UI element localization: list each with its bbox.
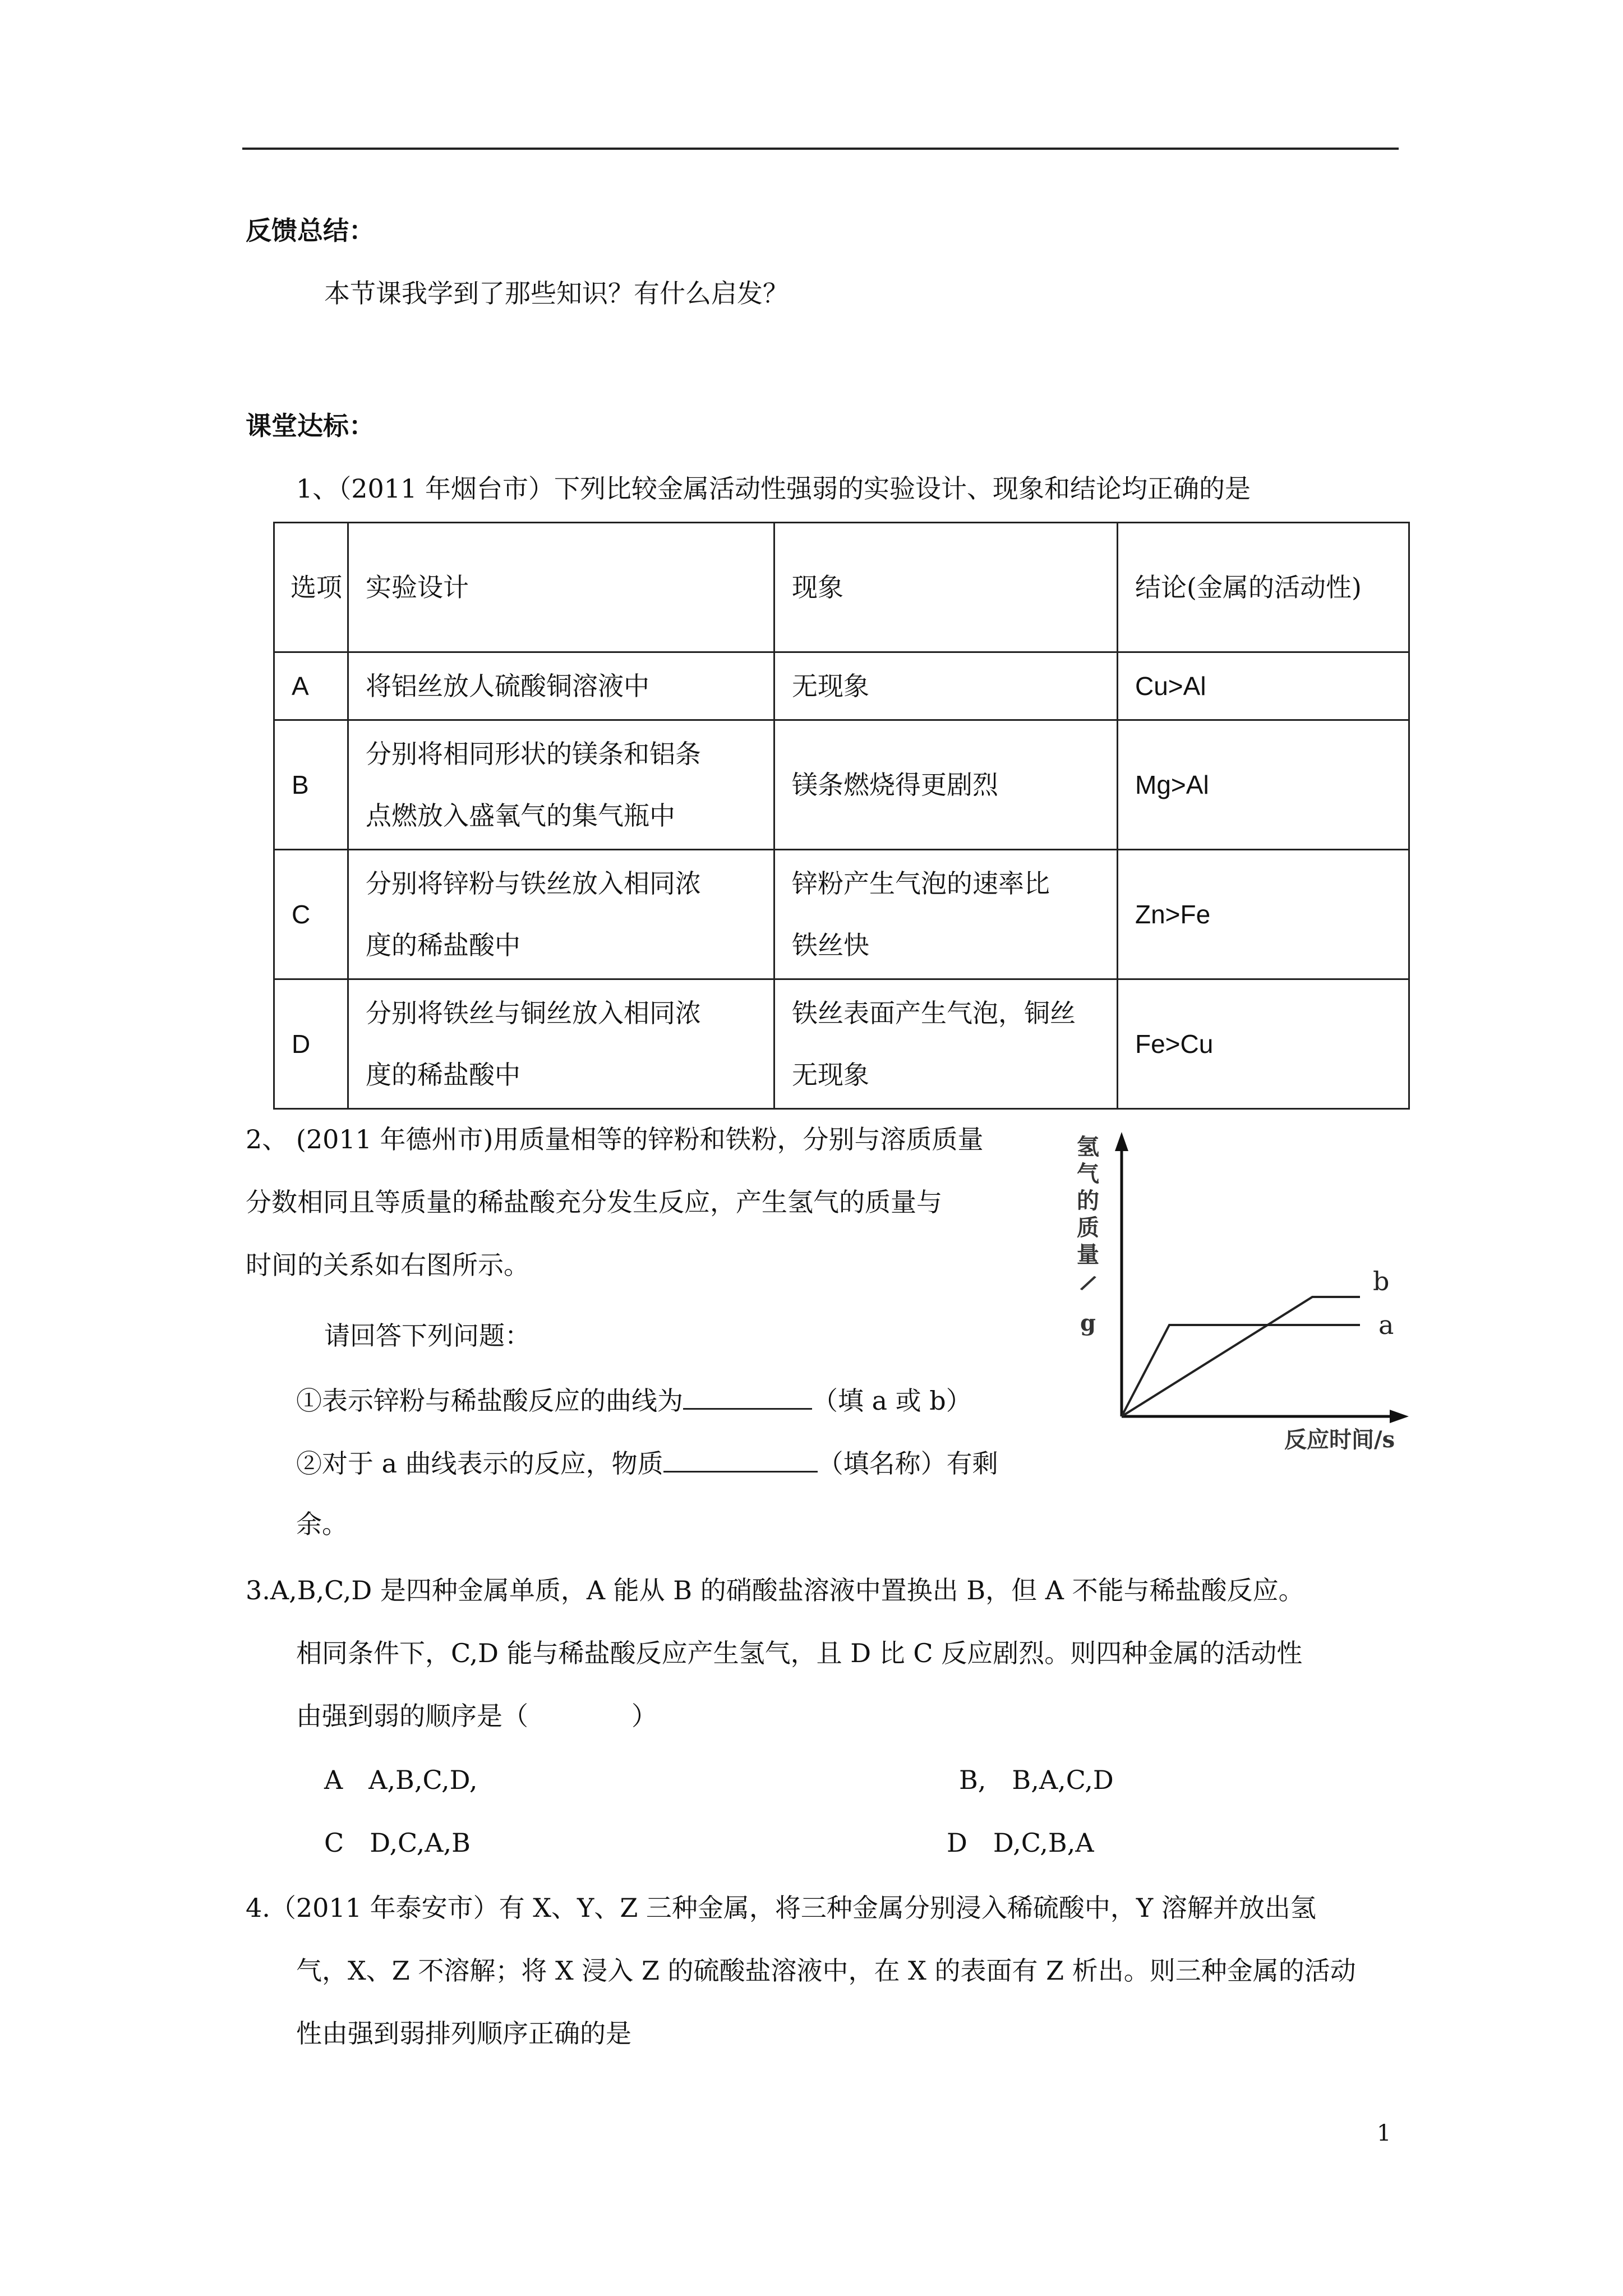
xlabel: 反应时间/s (1284, 1427, 1395, 1453)
curve-b (1122, 1297, 1360, 1416)
row-option: B (274, 720, 348, 850)
row-conclusion: Cu>Al (1118, 652, 1409, 720)
table-row (274, 652, 1409, 720)
curve-b-label: b (1373, 1266, 1390, 1296)
row-design-line: 分别将相同形状的镁条和铝条 (366, 739, 701, 769)
page-number: 1 (1377, 2120, 1391, 2146)
row-option: D (274, 979, 348, 1109)
q3-option-a: A A,B,C,D, (324, 1765, 478, 1795)
curve-a-label: a (1378, 1310, 1394, 1340)
row-design (348, 720, 774, 850)
q3-option-b: B, B,A,C,D (959, 1765, 1114, 1795)
header-phenomenon: 现象 (774, 523, 1118, 652)
hydrogen-mass-graph (1066, 1122, 1447, 1458)
ylabel-char: 质 (1077, 1214, 1099, 1241)
row-design: 将铝丝放人硫酸铜溶液中 (348, 652, 774, 720)
ylabel-char: 氢 (1077, 1134, 1099, 1160)
row-conclusion: Mg>Al (1118, 720, 1409, 850)
row-phenomenon: 镁条燃烧得更剧烈 (774, 720, 1118, 850)
q2-sub2 (296, 1448, 998, 1479)
header-option: 选项 (274, 523, 348, 652)
q4-line-3: 性由强到弱排列顺序正确的是 (296, 2018, 631, 2049)
q2-line-1: 2、 (2011 年德州市)用质量相等的锌粉和铁粉，分别与溶质质量 (246, 1124, 984, 1154)
q3-line-3: 由强到弱的顺序是（ ） (296, 1701, 657, 1731)
ylabel-char: g (1080, 1310, 1096, 1336)
row-design-line: 度的稀盐酸中 (366, 1060, 520, 1090)
q2-line-2: 分数相同且等质量的稀盐酸充分发生反应，产生氢气的质量与 (246, 1187, 942, 1217)
header-design: 实验设计 (348, 523, 774, 652)
table-row (274, 850, 1409, 979)
ylabel-char: 量 (1077, 1241, 1099, 1268)
q1-table (273, 522, 1410, 1110)
answer-blank-1[interactable] (683, 1386, 812, 1410)
table-header-row (274, 523, 1409, 652)
row-phenomenon-line: 无现象 (792, 1060, 869, 1090)
q2-sub1-hint: （填 a 或 b） (812, 1386, 972, 1416)
x-axis-arrow (1390, 1410, 1409, 1423)
header-conclusion: 结论(金属的活动性) (1118, 523, 1409, 652)
row-option: A (274, 652, 348, 720)
row-design-line: 分别将铁丝与铜丝放入相同浓 (366, 998, 701, 1028)
y-axis-arrow (1115, 1132, 1128, 1151)
q2-ask: 请回答下列问题： (324, 1320, 531, 1351)
q2-sub2-continued: 余。 (296, 1509, 348, 1539)
q3-line-1: 3.A,B,C,D 是四种金属单质，A 能从 B 的硝酸盐溶液中置换出 B，但 A 不能与稀盐酸反应。 (246, 1575, 1304, 1605)
q2-sub2-hint: （填名称）有剩 (817, 1448, 998, 1479)
table-row (274, 979, 1409, 1109)
row-phenomenon-line: 铁丝快 (792, 930, 869, 960)
header-rule (242, 148, 1399, 150)
feedback-prompt: 本节课我学到了那些知识？有什么启发？ (324, 278, 789, 309)
row-design-line: 点燃放入盛氧气的集气瓶中 (366, 800, 675, 831)
q2-sub1 (296, 1386, 972, 1414)
practice-heading: 课堂达标： (246, 411, 375, 441)
row-conclusion: Fe>Cu (1118, 979, 1409, 1109)
row-phenomenon (774, 850, 1118, 979)
q2-sub1-text: ①表示锌粉与稀盐酸反应的曲线为 (296, 1386, 683, 1416)
ylabel-char: / (1078, 1269, 1099, 1296)
q4-line-2: 气，X、Z 不溶解；将 X 浸入 Z 的硫酸盐溶液中，在 X 的表面有 Z 析出。则三种金属的活动 (296, 1955, 1356, 1986)
row-phenomenon-line: 锌粉产生气泡的速率比 (792, 868, 1050, 899)
row-phenomenon (774, 979, 1118, 1109)
row-option: C (274, 850, 348, 979)
row-design-line: 分别将锌粉与铁丝放入相同浓 (366, 868, 701, 899)
q1-stem: 1、（2011 年烟台市）下列比较金属活动性强弱的实验设计、现象和结论均正确的是 (296, 473, 1251, 504)
ylabel-char: 的 (1077, 1188, 1099, 1214)
q3-option-d: D D,C,B,A (947, 1828, 1094, 1858)
answer-blank-2[interactable] (663, 1448, 818, 1473)
q2-line-3: 时间的关系如右图所示。 (246, 1250, 529, 1280)
row-design (348, 850, 774, 979)
table-row (274, 720, 1409, 850)
row-conclusion: Zn>Fe (1118, 850, 1409, 979)
row-phenomenon-line: 铁丝表面产生气泡，铜丝 (792, 998, 1076, 1028)
q3-option-c: C D,C,A,B (324, 1828, 471, 1858)
row-design (348, 979, 774, 1109)
feedback-heading: 反馈总结： (246, 215, 375, 246)
q2-sub2-text: ②对于 a 曲线表示的反应，物质 (296, 1448, 663, 1479)
ylabel-char: 气 (1077, 1161, 1099, 1187)
row-design-line: 度的稀盐酸中 (366, 930, 520, 960)
q3-line-2: 相同条件下，C,D 能与稀盐酸反应产生氢气，且 D 比 C 反应剧烈。则四种金属的活动性 (296, 1638, 1303, 1668)
q4-line-1: 4.（2011 年泰安市）有 X、Y、Z 三种金属，将三种金属分别浸入稀硫酸中，Y 溶解并放出氢 (246, 1893, 1316, 1923)
row-phenomenon: 无现象 (774, 652, 1118, 720)
curve-a (1122, 1325, 1360, 1416)
